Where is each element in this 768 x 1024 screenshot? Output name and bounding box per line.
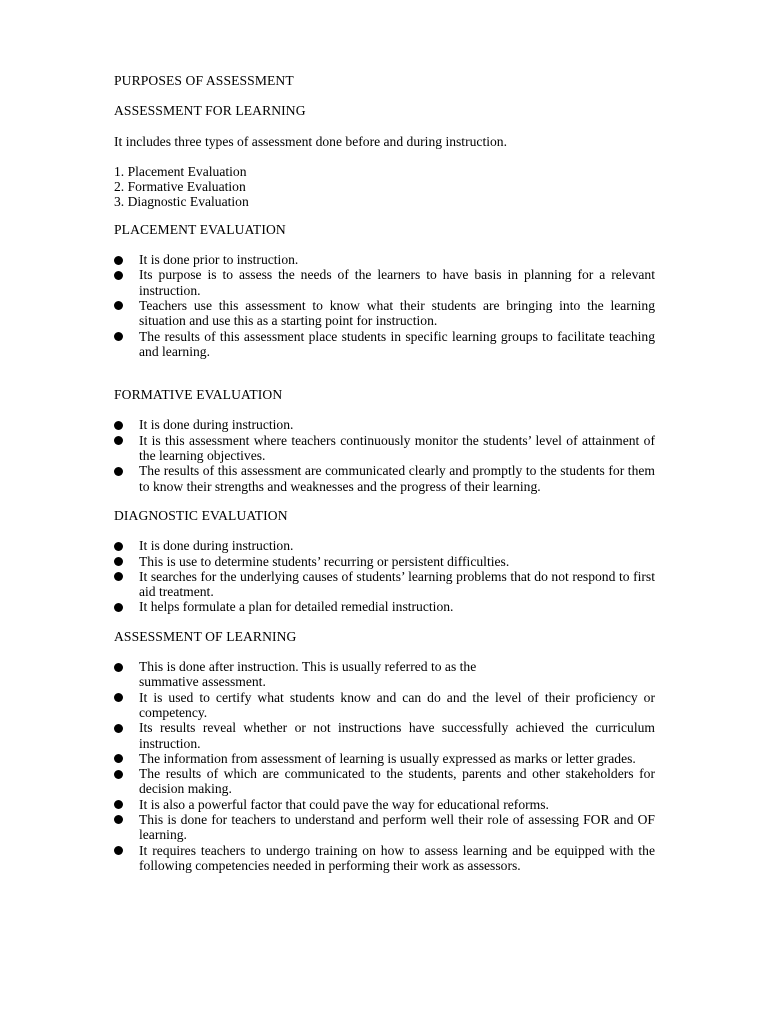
list-item: This is use to determine students’ recurring or persistent difficulties. bbox=[114, 554, 655, 569]
bullet-icon bbox=[114, 815, 123, 824]
bullet-icon bbox=[114, 332, 123, 341]
list-item: It helps formulate a plan for detailed remedial instruction. bbox=[114, 599, 655, 614]
assessment-for-learning-intro: It includes three types of assessment done before and during instruction. bbox=[114, 133, 507, 149]
placement-bullet-list bbox=[114, 252, 655, 359]
list-item: Teachers use this assessment to know what their students are bringing into the learning situation and use this as a starting point for instruction. bbox=[114, 298, 655, 329]
bullet-icon bbox=[114, 572, 123, 581]
formative-evaluation-heading: FORMATIVE EVALUATION bbox=[114, 387, 283, 403]
bullet-icon bbox=[114, 663, 123, 672]
list-item: It is done during instruction. bbox=[114, 417, 655, 432]
diagnostic-evaluation-heading: DIAGNOSTIC EVALUATION bbox=[114, 507, 288, 523]
list-item: It is done during instruction. bbox=[114, 538, 655, 553]
bullet-icon bbox=[114, 256, 123, 265]
bullet-icon bbox=[114, 693, 123, 702]
list-item: It is used to certify what students know and can do and the level of their proficiency or competency. bbox=[114, 690, 655, 721]
list-item: It is this assessment where teachers continuously monitor the students’ level of attainment of the learning objectives. bbox=[114, 433, 655, 464]
bullet-icon bbox=[114, 754, 123, 763]
list-item: It searches for the underlying causes of students’ learning problems that do not respond to first aid treatment. bbox=[114, 569, 655, 600]
list-item: This is done after instruction. This is usually referred to as the summative assessment. bbox=[114, 659, 655, 690]
list-item: 1. Placement Evaluation bbox=[114, 163, 247, 179]
formative-bullet-list bbox=[114, 417, 655, 493]
bullet-icon bbox=[114, 467, 123, 476]
list-item: The results of this assessment place students in specific learning groups to facilitate teaching and learning. bbox=[114, 329, 655, 360]
list-item: This is done for teachers to understand and perform well their role of assessing FOR and OF learning. bbox=[114, 812, 655, 843]
assessment-types-list bbox=[114, 164, 655, 210]
list-item: The results of which are communicated to the students, parents and other stakeholders for decision making. bbox=[114, 766, 655, 797]
list-item: Its results reveal whether or not instructions have successfully achieved the curriculum instruction. bbox=[114, 720, 655, 751]
assessment-for-learning-heading: ASSESSMENT FOR LEARNING bbox=[114, 103, 306, 119]
document-title: PURPOSES OF ASSESSMENT bbox=[114, 73, 294, 88]
diagnostic-bullet-list bbox=[114, 538, 655, 614]
bullet-icon bbox=[114, 770, 123, 779]
assessment-of-learning-heading: ASSESSMENT OF LEARNING bbox=[114, 628, 297, 644]
list-item: It is done prior to instruction. bbox=[114, 252, 655, 267]
assessment-of-learning-bullet-list bbox=[114, 659, 655, 873]
bullet-icon bbox=[114, 542, 123, 551]
list-item: The results of this assessment are communicated clearly and promptly to the students for them to know their strengths and weaknesses and the progress of their learning. bbox=[114, 463, 655, 494]
list-item: It is also a powerful factor that could pave the way for educational reforms. bbox=[114, 797, 655, 812]
list-item: The information from assessment of learning is usually expressed as marks or letter grades. bbox=[114, 751, 655, 766]
bullet-icon bbox=[114, 603, 123, 612]
document-page bbox=[114, 73, 655, 873]
list-item: 3. Diagnostic Evaluation bbox=[114, 194, 249, 210]
list-item: 2. Formative Evaluation bbox=[114, 179, 246, 195]
bullet-icon bbox=[114, 271, 123, 280]
list-item: It requires teachers to undergo training on how to assess learning and be equipped with the following competencies needed in performing their work as assessors. bbox=[114, 843, 655, 874]
placement-evaluation-heading: PLACEMENT EVALUATION bbox=[114, 221, 286, 237]
bullet-icon bbox=[114, 436, 123, 445]
bullet-icon bbox=[114, 301, 123, 310]
bullet-icon bbox=[114, 846, 123, 855]
bullet-icon bbox=[114, 421, 123, 430]
bullet-icon bbox=[114, 557, 123, 566]
bullet-icon bbox=[114, 724, 123, 733]
list-item: Its purpose is to assess the needs of the learners to have basis in planning for a relevant instruction. bbox=[114, 267, 655, 298]
bullet-icon bbox=[114, 800, 123, 809]
